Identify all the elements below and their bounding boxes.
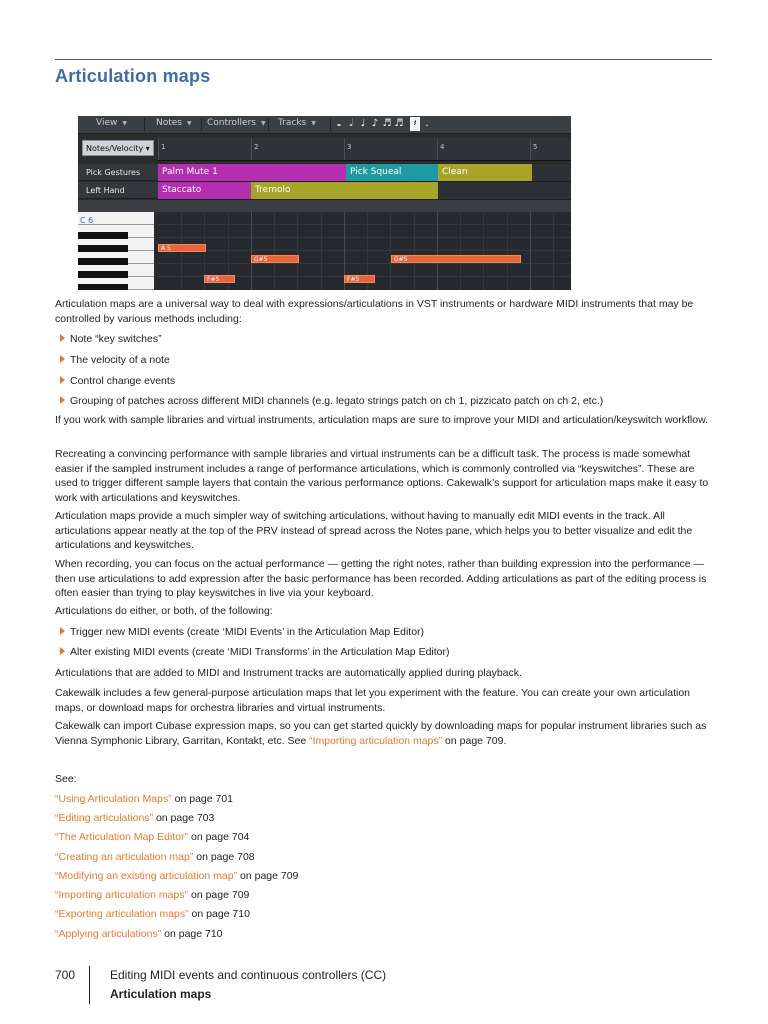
prv-menubar [78,116,571,134]
bullet-arrow-icon [60,334,65,342]
menu-view[interactable]: View ▼ [96,118,127,128]
articulation-palm-mute[interactable]: Palm Mute 1 [158,164,346,181]
page-title: Articulation maps [55,66,211,86]
see-link[interactable]: “Importing articulation maps” [55,889,189,901]
dotted-icon[interactable]: . [425,118,429,129]
menu-notes[interactable]: Notes ▼ [156,118,192,128]
paragraph-applied: Articulations that are added to MIDI and Instrument tracks are automatically applied during playback. [55,667,522,679]
articulation-tremolo[interactable]: Tremolo [251,182,438,199]
footer-divider [89,966,90,1004]
bullet-arrow-icon [60,396,65,404]
thirtysecond-note-icon[interactable]: ♬ [394,118,404,129]
paragraph-recording: When recording, you can focus on the actual performance — getting the right notes, rather than building expression into the performance — then use articulations to add expression after the basic performance has been recorded. Adding articulations as part of the editing process is often easier than trying to play keyswitches in live via your keyboard. [55,558,707,599]
menu-controllers[interactable]: Controllers ▼ [207,118,266,128]
see-also-item: “Applying articulations” on page 710 [55,928,223,940]
paragraph-includes: Cakewalk includes a few general-purpose articulation maps that let you experiment with the feature. You can create your own articulation maps, or download maps for orchestra libraries and virtual instruments. [55,687,691,714]
eighth-note-icon[interactable]: ♪ [371,118,379,129]
see-also-item: “Using Articulation Maps” on page 701 [55,793,234,805]
articulation-pick-squeal[interactable]: Pick Squeal [346,164,438,181]
articulation-clean[interactable]: Clean [438,164,532,181]
lane-label-left-hand[interactable]: Left Hand [78,182,158,199]
ruler-number: 4 [440,143,445,151]
see-link[interactable]: “Modifying an existing articulation map” [55,870,238,882]
midi-note[interactable]: A 5 [158,244,206,252]
midi-note[interactable]: G#5 [251,255,299,263]
page-number: 700 [55,968,76,982]
ruler-number: 2 [254,143,259,151]
see-also-item: “Creating an articulation map” on page 708 [55,851,255,863]
triplet-icon[interactable]: 𝄽 [410,117,420,131]
midi-note[interactable]: G#5 [391,255,521,263]
midi-note[interactable]: F#5 [204,275,235,283]
lane-pick-gestures [158,164,571,182]
ruler-number: 1 [161,143,166,151]
whole-note-icon[interactable]: 𝅝 [337,118,341,129]
quarter-note-icon[interactable]: ♩ [360,118,366,129]
footer-chapter: Editing MIDI events and continuous controllers (CC) [110,968,387,982]
see-also-item: “Modifying an existing articulation map” on page 709 [55,870,299,882]
list-item: The velocity of a note [60,353,170,368]
list-item: Alter existing MIDI events (create ‘MIDI Transforms’ in the Articulation Map Editor) [60,645,450,660]
paragraph-import: Cakewalk can import Cubase expression maps, so you can get started quickly by downloading maps for popular instrument libraries such as Vienna Symphonic Library, Garritan, Kontakt, etc. See “Importing articulation maps” on page 709. [55,720,707,747]
see-link[interactable]: “Editing articulations” [55,812,154,824]
list-item: Control change events [60,374,175,389]
see-link[interactable]: “Creating an articulation map” [55,851,194,863]
ruler-number: 3 [347,143,352,151]
paragraph-recreating: Recreating a convincing performance with sample libraries and virtual instruments can be a difficult task. The process is made somewhat easier if the sampled instrument includes a range of performance articulations, which is commonly controlled via “keyswitches”. These are used to trigger different sample layers that contain the various performance options. Cakewalk’s support for articulation maps make it easy to work with articulations and keyswitches. [55,448,709,504]
see-also-item: “Editing articulations” on page 703 [55,812,215,824]
see-also-item: “Importing articulation maps” on page 709 [55,889,250,901]
bullet-arrow-icon [60,647,65,655]
paragraph-either-or-both: Articulations do either, or both, of the following: [55,605,273,617]
list-item: Grouping of patches across different MIDI channels (e.g. legato strings patch on ch 1, pizzicato patch on ch 2, etc.) [60,394,603,409]
pane-divider[interactable] [78,200,571,212]
menu-tracks[interactable]: Tracks ▼ [278,118,316,128]
top-rule [55,59,712,60]
see-heading: See: [55,773,77,785]
list-item: Note “key switches” [60,332,162,347]
time-ruler[interactable] [158,138,571,161]
see-link[interactable]: “The Articulation Map Editor” [55,831,189,843]
piano-roll-screenshot [78,116,571,290]
see-also-item: “The Articulation Map Editor” on page 704 [55,831,250,843]
bullet-arrow-icon [60,355,65,363]
see-also-item: “Exporting articulation maps” on page 710 [55,908,250,920]
lane-left-hand [158,182,571,200]
articulation-staccato[interactable]: Staccato [158,182,251,199]
paragraph-simpler-way: Articulation maps provide a much simpler way of switching articulations, without having to manually edit MIDI events in the track. All articulations appear neatly at the top of the PRV instead of spread across the Notes pane, which helps you to better visualize and edit the articulations and keyswitches. [55,510,693,551]
lane-label-pick-gestures[interactable]: Pick Gestures [78,164,158,181]
half-note-icon[interactable]: 𝅗𝅥 [349,118,353,129]
key-label-c6: C 6 [80,216,94,225]
see-link[interactable]: “Exporting articulation maps” [55,908,189,920]
see-link[interactable]: “Using Articulation Maps” [55,793,172,805]
sixteenth-note-icon[interactable]: ♬ [382,118,392,129]
ruler-number: 5 [533,143,538,151]
list-item: Trigger new MIDI events (create ‘MIDI Events’ in the Articulation Map Editor) [60,625,424,640]
bullet-arrow-icon [60,627,65,635]
bullet-arrow-icon [60,376,65,384]
midi-note[interactable]: F#5 [344,275,375,283]
see-link[interactable]: “Applying articulations” [55,928,162,940]
note-grid[interactable] [158,212,571,290]
paragraph-sample-libraries: If you work with sample libraries and virtual instruments, articulation maps are sure to improve your MIDI and articulation/keyswitch workflow. [55,414,709,426]
link-importing-articulation-maps[interactable]: “Importing articulation maps” [309,734,443,747]
footer-section: Articulation maps [110,987,212,1001]
intro-paragraph: Articulation maps are a universal way to deal with expressions/articulations in VST instruments or hardware MIDI instruments that may be controlled by various methods including: [55,298,694,325]
notes-velocity-dropdown[interactable]: Notes/Velocity ▾ [82,140,154,156]
